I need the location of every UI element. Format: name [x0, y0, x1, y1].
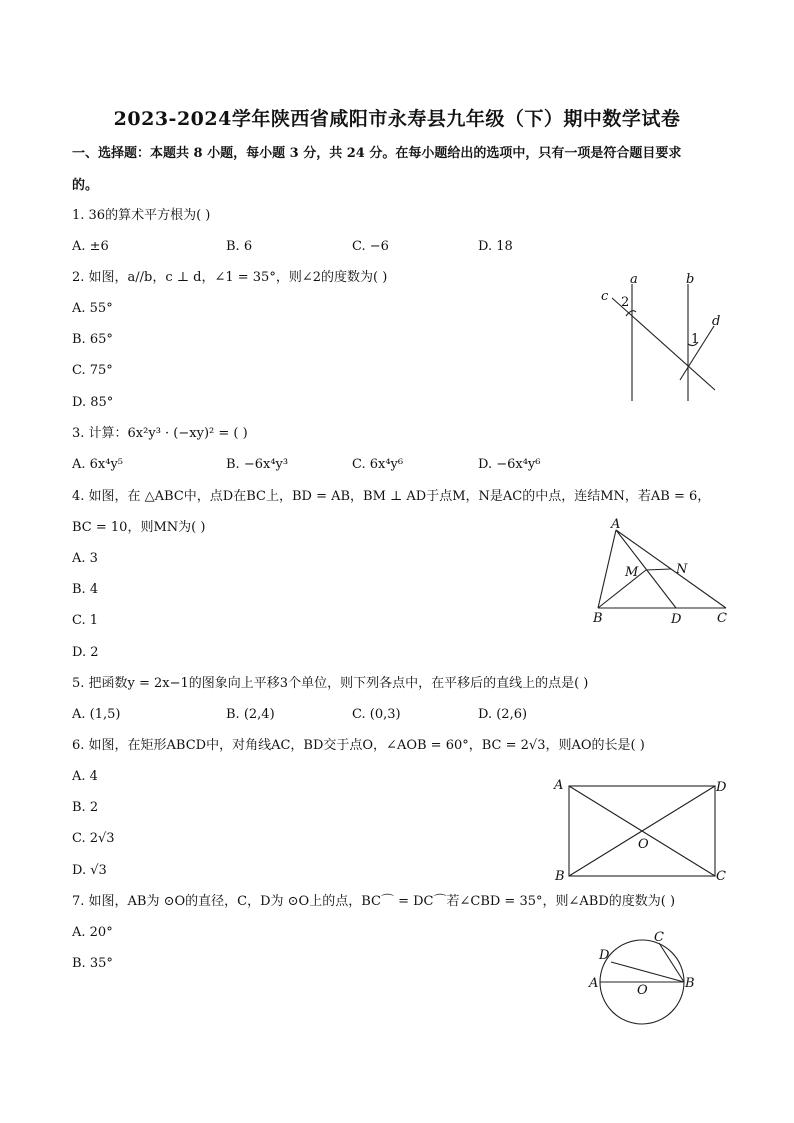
- q4-option-d: D. 2: [72, 645, 99, 660]
- question-4-stem-cont: BC = 10，则MN为( ): [72, 520, 206, 535]
- q2-parallel-lines-figure: [590, 268, 730, 408]
- label-B: B: [555, 869, 565, 884]
- segment-mn: [646, 569, 671, 570]
- q4-triangle-figure: [588, 516, 738, 631]
- q5-option-b: B. (2,4): [226, 707, 275, 722]
- section-heading-line2: 的。: [72, 178, 99, 193]
- label-A: A: [611, 517, 621, 532]
- q2-option-d: D. 85°: [72, 395, 114, 410]
- q6-rectangle-figure: [548, 776, 733, 886]
- label-C: C: [717, 611, 727, 626]
- q7-option-a: A. 20°: [72, 925, 113, 940]
- q5-option-a: A. (1,5): [72, 707, 121, 722]
- label-C: C: [716, 869, 726, 884]
- q1-option-c: C. −6: [352, 239, 389, 254]
- label-B: B: [685, 976, 695, 991]
- q3-option-a: A. 6x⁴y⁵: [72, 457, 124, 472]
- q5-option-d: D. (2,6): [478, 707, 528, 722]
- q2-option-b: B. 65°: [72, 332, 113, 347]
- label-b: b: [686, 272, 695, 287]
- question-2-stem: 2. 如图，a//b，c ⊥ d，∠1 = 35°，则∠2的度数为( ): [72, 270, 388, 285]
- label-A: A: [589, 976, 599, 991]
- q4-option-a: A. 3: [72, 551, 98, 566]
- q2-option-a: A. 55°: [72, 301, 113, 316]
- label-angle-1: 1: [691, 332, 700, 347]
- label-O: O: [638, 837, 649, 852]
- label-M: M: [625, 565, 639, 580]
- q1-option-b: B. 6: [226, 239, 253, 254]
- section-heading-line1: 一、选择题：本题共 8 小题，每小题 3 分，共 24 分。在每小题给出的选项中，只有一项是符合题目要求: [72, 146, 682, 161]
- label-A: A: [554, 778, 564, 793]
- label-c: c: [601, 289, 609, 304]
- question-6-stem: 6. 如图，在矩形ABCD中，对角线AC，BD交于点O，∠AOB = 60°，BC = 2√3，则AO的长是( ): [72, 738, 645, 753]
- label-B: B: [593, 611, 603, 626]
- label-D: D: [671, 612, 682, 627]
- q4-option-b: B. 4: [72, 582, 99, 597]
- q5-option-c: C. (0,3): [352, 707, 401, 722]
- q3-option-d: D. −6x⁴y⁶: [478, 457, 541, 472]
- question-4-stem: 4. 如图，在 △ABC中，点D在BC上，BD = AB，BM ⊥ AD于点M，N是AC的中点，连结MN，若AB = 6，: [72, 489, 711, 504]
- q7-option-b: B. 35°: [72, 956, 113, 971]
- label-d: d: [712, 314, 721, 329]
- line-c: [612, 298, 715, 390]
- question-7-stem: 7. 如图，AB为 ⊙O的直径，C，D为 ⊙O上的点，BC⌒ = DC⌒若∠CBD = 35°，则∠ABD的度数为( ): [72, 894, 676, 909]
- label-D: D: [716, 780, 727, 795]
- page-title: 2023-2024学年陕西省咸阳市永寿县九年级（下）期中数学试卷: [113, 108, 681, 130]
- q7-circle-figure: [586, 926, 701, 1031]
- q1-option-a: A. ±6: [72, 239, 109, 254]
- q3-option-c: C. 6x⁴y⁶: [352, 457, 404, 472]
- label-N: N: [676, 562, 688, 577]
- question-5-stem: 5. 把函数y = 2x−1的图象向上平移3个单位，则下列各点中，在平移后的直线上的点是( ): [72, 676, 589, 691]
- q1-option-d: D. 18: [478, 239, 513, 254]
- q6-option-c: C. 2√3: [72, 831, 115, 846]
- question-1-stem: 1. 36的算术平方根为( ): [72, 208, 211, 223]
- q4-option-c: C. 1: [72, 613, 99, 628]
- question-3-stem: 3. 计算：6x²y³ · (−xy)² = ( ): [72, 426, 248, 441]
- q6-option-a: A. 4: [72, 769, 98, 784]
- q6-option-b: B. 2: [72, 800, 99, 815]
- label-angle-2: 2: [621, 295, 630, 310]
- label-C: C: [654, 930, 664, 945]
- q6-option-d: D. √3: [72, 863, 107, 878]
- label-a: a: [630, 272, 638, 287]
- label-O: O: [637, 983, 648, 998]
- q3-option-b: B. −6x⁴y³: [226, 457, 289, 472]
- q2-option-c: C. 75°: [72, 363, 113, 378]
- label-D: D: [599, 948, 610, 963]
